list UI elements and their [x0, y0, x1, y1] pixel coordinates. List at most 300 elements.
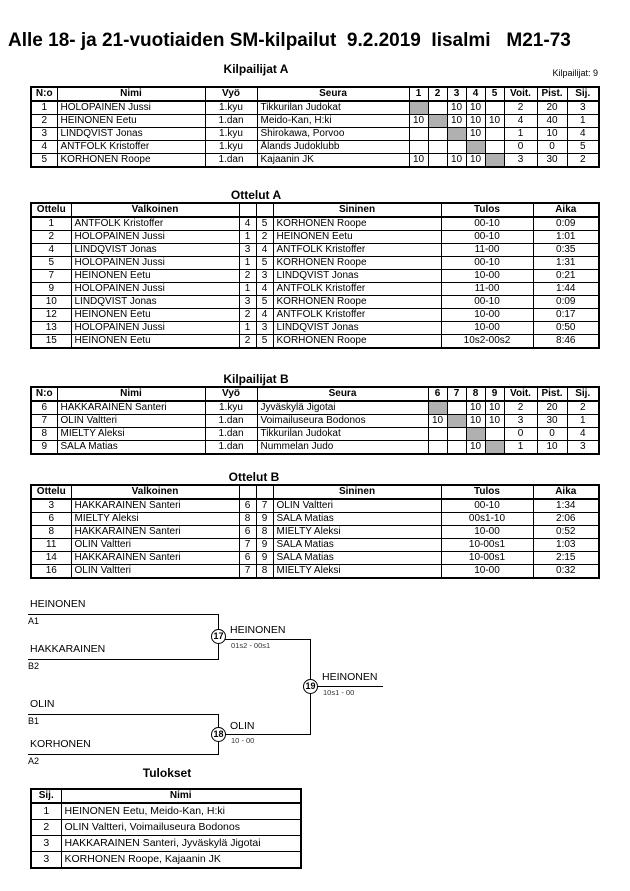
cell: [466, 428, 485, 441]
table-row: [31, 283, 599, 296]
col-header: 1: [409, 87, 428, 101]
cell: 12: [31, 309, 71, 322]
cell: 3: [31, 852, 61, 869]
col-header: 4: [466, 87, 485, 101]
cell: OLIN Valtteri, Voimailuseura Bodonos: [61, 820, 301, 836]
col-header: Seura: [257, 387, 428, 401]
cell: 10: [485, 401, 504, 415]
cell: 00-10: [441, 499, 533, 513]
cell: 5: [31, 154, 57, 168]
section-title-tulokset: Tulokset: [142, 766, 192, 780]
cell: 00-10: [441, 231, 533, 244]
table-row: [31, 539, 599, 552]
col-header: 7: [447, 387, 466, 401]
cell: [447, 141, 466, 154]
col-header: 5: [485, 87, 504, 101]
cell: 3: [31, 128, 57, 141]
cell: 10: [466, 154, 485, 168]
bracket: [0, 578, 630, 778]
cell: 4: [567, 428, 599, 441]
cell: MIELTY Aleksi: [71, 513, 239, 526]
cell: 7: [31, 415, 57, 428]
cell: ANTFOLK Kristoffer: [71, 217, 239, 231]
cell: 8: [31, 526, 71, 539]
bracket-sf1-bottom-seed: B2: [28, 661, 40, 671]
bracket-sf1-score: 01s2 - 00s1: [231, 641, 271, 650]
cell: 20: [537, 101, 567, 115]
cell: 10: [537, 128, 567, 141]
table-row: [31, 803, 301, 820]
cell: Jyväskylä Jigotai: [257, 401, 428, 415]
cell: 11-00: [441, 244, 533, 257]
cell: 5: [567, 141, 599, 154]
col-header: Aika: [533, 203, 599, 217]
cell: 4: [256, 244, 273, 257]
cell: 4: [31, 244, 71, 257]
cell: 1: [239, 283, 256, 296]
cell: 10: [466, 115, 485, 128]
cell: SALA Matias: [57, 441, 205, 455]
table-row: [31, 141, 599, 154]
bracket-match-19-circle: 19: [303, 679, 318, 694]
col-header: Pist.: [537, 87, 567, 101]
cell: 1.dan: [205, 415, 257, 428]
table-row: [31, 836, 301, 852]
col-header: Voit.: [504, 87, 537, 101]
cell: Ålands Judoklubb: [257, 141, 409, 154]
cell: 0:32: [533, 565, 599, 579]
cell: 4: [256, 309, 273, 322]
cell: [466, 141, 485, 154]
col-header: Nimi: [57, 87, 205, 101]
col-header: Pist.: [537, 387, 567, 401]
cell: 1.kyu: [205, 401, 257, 415]
cell: HOLOPAINEN Jussi: [71, 322, 239, 335]
table-row: [31, 415, 599, 428]
cell: 1.dan: [205, 428, 257, 441]
cell: SALA Matias: [273, 539, 441, 552]
col-header: N:o: [31, 387, 57, 401]
section-title-kilpailijat-a: Kilpailijat A: [223, 62, 289, 76]
col-header: Seura: [257, 87, 409, 101]
cell: [447, 128, 466, 141]
cell: ANTFOLK Kristoffer: [273, 244, 441, 257]
cell: Kajaanin JK: [257, 154, 409, 168]
cell: KORHONEN Roope: [273, 257, 441, 270]
col-header: Tulos: [441, 485, 533, 499]
cell: 30: [537, 415, 567, 428]
table-row: [31, 309, 599, 322]
competitors-b-table: [30, 386, 600, 455]
cell: 0:21: [533, 270, 599, 283]
cell: 5: [256, 257, 273, 270]
cell: ANTFOLK Kristoffer: [57, 141, 205, 154]
cell: 1:31: [533, 257, 599, 270]
bracket-line: [225, 734, 310, 735]
bracket-sf1-top-name: HEINONEN: [30, 598, 86, 610]
cell: 1: [239, 231, 256, 244]
cell: 0: [537, 141, 567, 154]
cell: 0: [537, 428, 567, 441]
cell: ANTFOLK Kristoffer: [273, 283, 441, 296]
header-row: [31, 203, 599, 217]
table-row: [31, 270, 599, 283]
bracket-sf2-bottom-seed: A2: [28, 756, 40, 766]
cell: 10-00: [441, 270, 533, 283]
col-header: 8: [466, 387, 485, 401]
cell: 3: [504, 415, 537, 428]
cell: HOLOPAINEN Jussi: [71, 257, 239, 270]
cell: HAKKARAINEN Santeri: [57, 401, 205, 415]
cell: 10: [409, 115, 428, 128]
cell: HAKKARAINEN Santeri: [71, 499, 239, 513]
cell: 6: [239, 526, 256, 539]
bracket-line: [28, 754, 219, 755]
col-header: [256, 203, 273, 217]
cell: [409, 128, 428, 141]
cell: 0:52: [533, 526, 599, 539]
cell: [409, 141, 428, 154]
cell: 2: [567, 154, 599, 168]
bracket-line: [28, 614, 219, 615]
matches-b-table: [30, 484, 600, 579]
bracket-match-17-circle: 17: [211, 629, 226, 644]
cell: 5: [256, 335, 273, 349]
cell: 00-10: [441, 217, 533, 231]
cell: KORHONEN Roope: [273, 217, 441, 231]
cell: Tikkurilan Judokat: [257, 101, 409, 115]
cell: 10-00: [441, 526, 533, 539]
matches-a-table: [30, 202, 600, 349]
bracket-sf2-top-name: OLIN: [30, 698, 55, 710]
col-header: Sij.: [567, 387, 599, 401]
cell: 2: [504, 101, 537, 115]
cell: ANTFOLK Kristoffer: [273, 309, 441, 322]
cell: 10: [428, 415, 447, 428]
cell: HEINONEN Eetu: [71, 270, 239, 283]
header-row: [31, 789, 301, 803]
cell: 10-00: [441, 565, 533, 579]
cell: 1: [239, 322, 256, 335]
table-row: [31, 154, 599, 168]
cell: 3: [256, 322, 273, 335]
cell: 6: [239, 499, 256, 513]
cell: 00-10: [441, 257, 533, 270]
cell: 0: [504, 428, 537, 441]
table-row: [31, 428, 599, 441]
col-header: [239, 203, 256, 217]
cell: 20: [537, 401, 567, 415]
cell: 3: [567, 101, 599, 115]
bracket-line: [28, 714, 219, 715]
cell: 8: [256, 565, 273, 579]
cell: [447, 415, 466, 428]
cell: 10: [466, 401, 485, 415]
col-header: 6: [428, 387, 447, 401]
cell: 3: [31, 836, 61, 852]
bracket-line: [317, 686, 383, 687]
cell: 8: [31, 428, 57, 441]
cell: [428, 428, 447, 441]
cell: 6: [31, 513, 71, 526]
cell: 00s1-10: [441, 513, 533, 526]
bracket-sf2-score: 10 - 00: [231, 736, 255, 745]
table-row: [31, 101, 599, 115]
cell: 9: [31, 283, 71, 296]
cell: 9: [256, 513, 273, 526]
cell: 2: [256, 231, 273, 244]
cell: [447, 441, 466, 455]
table-row: [31, 552, 599, 565]
bracket-sf1-bottom-name: HAKKARAINEN: [30, 643, 106, 655]
cell: [428, 401, 447, 415]
cell: KORHONEN Roope: [273, 296, 441, 309]
cell: HEINONEN Eetu: [71, 335, 239, 349]
cell: [485, 428, 504, 441]
cell: 14: [31, 552, 71, 565]
cell: Meido-Kan, H:ki: [257, 115, 409, 128]
table-row: [31, 322, 599, 335]
table-row: [31, 244, 599, 257]
cell: 10-00s1: [441, 552, 533, 565]
cell: 10-00: [441, 309, 533, 322]
header-row: [31, 485, 599, 499]
cell: 8:46: [533, 335, 599, 349]
cell: 1.dan: [205, 441, 257, 455]
bracket-final-score: 10s1 - 00: [323, 688, 355, 697]
table-row: [31, 217, 599, 231]
cell: 00-10: [441, 296, 533, 309]
col-header: [256, 485, 273, 499]
header-row: [31, 87, 599, 101]
table-row: [31, 257, 599, 270]
cell: HAKKARAINEN Santeri: [71, 526, 239, 539]
cell: 1.kyu: [205, 101, 257, 115]
col-header: Aika: [533, 485, 599, 499]
col-header: Valkoinen: [71, 203, 239, 217]
bracket-sf2-top-seed: B1: [28, 716, 40, 726]
cell: 1:01: [533, 231, 599, 244]
cell: OLIN Valtteri: [71, 539, 239, 552]
cell: 10: [447, 101, 466, 115]
cell: [428, 128, 447, 141]
cell: 10: [447, 154, 466, 168]
cell: 5: [31, 257, 71, 270]
header-row: [31, 387, 599, 401]
table-row: [31, 115, 599, 128]
cell: 10: [466, 101, 485, 115]
table-row: [31, 820, 301, 836]
cell: MIELTY Aleksi: [273, 526, 441, 539]
table-row: [31, 565, 599, 579]
cell: 1.dan: [205, 115, 257, 128]
cell: 2: [239, 270, 256, 283]
cell: 7: [239, 565, 256, 579]
cell: Tikkurilan Judokat: [257, 428, 428, 441]
cell: 10-00s1: [441, 539, 533, 552]
section-title-ottelut-a: Ottelut A: [230, 188, 282, 202]
cell: 10: [466, 441, 485, 455]
cell: 8: [256, 526, 273, 539]
bracket-sf2-bottom-name: KORHONEN: [30, 738, 91, 750]
cell: [485, 141, 504, 154]
cell: 30: [537, 154, 567, 168]
cell: 10: [466, 415, 485, 428]
cell: SALA Matias: [273, 552, 441, 565]
cell: [447, 428, 466, 441]
cell: LINDQVIST Jonas: [57, 128, 205, 141]
table-row: [31, 441, 599, 455]
cell: 15: [31, 335, 71, 349]
cell: [447, 401, 466, 415]
cell: KORHONEN Roope: [273, 335, 441, 349]
cell: [428, 154, 447, 168]
col-header: [239, 485, 256, 499]
table-row: [31, 128, 599, 141]
table-row: [31, 296, 599, 309]
cell: 2: [31, 115, 57, 128]
col-header: Nimi: [57, 387, 205, 401]
cell: 3: [504, 154, 537, 168]
cell: 2: [504, 401, 537, 415]
cell: 16: [31, 565, 71, 579]
col-header: 9: [485, 387, 504, 401]
cell: HEINONEN Eetu: [71, 309, 239, 322]
bracket-match-18-circle: 18: [211, 727, 226, 742]
results-table: [30, 788, 302, 869]
cell: 2:15: [533, 552, 599, 565]
cell: 7: [31, 270, 71, 283]
col-header: Ottelu: [31, 485, 71, 499]
bracket-sf1-winner-name: HEINONEN: [230, 624, 286, 636]
cell: [485, 128, 504, 141]
cell: 10: [485, 115, 504, 128]
cell: 0:09: [533, 217, 599, 231]
cell: HAKKARAINEN Santeri, Jyväskylä Jigotai: [61, 836, 301, 852]
competitors-a-table: [30, 86, 600, 168]
cell: 5: [256, 296, 273, 309]
col-header: Vyö: [205, 87, 257, 101]
col-header: Vyö: [205, 387, 257, 401]
cell: 1.kyu: [205, 141, 257, 154]
table-row: [31, 852, 301, 869]
cell: 1: [31, 217, 71, 231]
col-header: Nimi: [61, 789, 301, 803]
cell: 4: [567, 128, 599, 141]
cell: 1.kyu: [205, 128, 257, 141]
cell: 3: [567, 441, 599, 455]
cell: OLIN Valtteri: [57, 415, 205, 428]
bracket-final-winner-name: HEINONEN: [322, 671, 378, 683]
cell: 1: [31, 101, 57, 115]
cell: 2: [567, 401, 599, 415]
cell: 2: [239, 309, 256, 322]
cell: 3: [256, 270, 273, 283]
cell: 10: [466, 128, 485, 141]
cell: KORHONEN Roope, Kajaanin JK: [61, 852, 301, 869]
bracket-line: [28, 659, 219, 660]
section-title-ottelut-b: Ottelut B: [228, 470, 280, 484]
cell: 13: [31, 322, 71, 335]
col-header: Valkoinen: [71, 485, 239, 499]
cell: 10: [31, 296, 71, 309]
cell: [485, 441, 504, 455]
col-header: N:o: [31, 87, 57, 101]
cell: MIELTY Aleksi: [273, 565, 441, 579]
table-row: [31, 401, 599, 415]
cell: [428, 441, 447, 455]
col-header: 3: [447, 87, 466, 101]
cell: HOLOPAINEN Jussi: [71, 283, 239, 296]
cell: 1: [31, 803, 61, 820]
bracket-line: [225, 639, 310, 640]
cell: 1: [567, 415, 599, 428]
cell: 2: [31, 820, 61, 836]
cell: 10: [485, 415, 504, 428]
cell: 3: [239, 244, 256, 257]
col-header: Tulos: [441, 203, 533, 217]
cell: HEINONEN Eetu: [57, 115, 205, 128]
cell: 6: [239, 552, 256, 565]
cell: OLIN Valtteri: [71, 565, 239, 579]
cell: OLIN Valtteri: [273, 499, 441, 513]
col-header: Sininen: [273, 485, 441, 499]
cell: 10-00: [441, 322, 533, 335]
cell: LINDQVIST Jonas: [273, 322, 441, 335]
cell: 10s2-00s2: [441, 335, 533, 349]
cell: HEINONEN Eetu: [273, 231, 441, 244]
cell: 1:44: [533, 283, 599, 296]
cell: 9: [256, 539, 273, 552]
competitor-count-label: Kilpailijat: 9: [552, 68, 598, 78]
table-row: [31, 231, 599, 244]
cell: [409, 101, 428, 115]
cell: 0:35: [533, 244, 599, 257]
cell: 6: [31, 401, 57, 415]
cell: 3: [31, 499, 71, 513]
cell: 5: [256, 217, 273, 231]
cell: 2: [31, 231, 71, 244]
section-title-kilpailijat-b: Kilpailijat B: [223, 372, 289, 386]
col-header: Sij.: [567, 87, 599, 101]
cell: HAKKARAINEN Santeri: [71, 552, 239, 565]
cell: LINDQVIST Jonas: [71, 296, 239, 309]
table-row: [31, 513, 599, 526]
cell: 0:17: [533, 309, 599, 322]
cell: 11: [31, 539, 71, 552]
cell: LINDQVIST Jonas: [71, 244, 239, 257]
cell: Voimailuseura Bodonos: [257, 415, 428, 428]
cell: 0:50: [533, 322, 599, 335]
cell: SALA Matias: [273, 513, 441, 526]
cell: 9: [256, 552, 273, 565]
cell: 4: [504, 115, 537, 128]
cell: 10: [409, 154, 428, 168]
cell: 11-00: [441, 283, 533, 296]
cell: 8: [239, 513, 256, 526]
cell: [485, 101, 504, 115]
cell: 40: [537, 115, 567, 128]
cell: Shirokawa, Porvoo: [257, 128, 409, 141]
cell: 1.dan: [205, 154, 257, 168]
cell: 3: [239, 296, 256, 309]
cell: LINDQVIST Jonas: [273, 270, 441, 283]
cell: 4: [31, 141, 57, 154]
cell: 1: [239, 257, 256, 270]
cell: 0: [504, 141, 537, 154]
cell: Nummelan Judo: [257, 441, 428, 455]
col-header: Sininen: [273, 203, 441, 217]
